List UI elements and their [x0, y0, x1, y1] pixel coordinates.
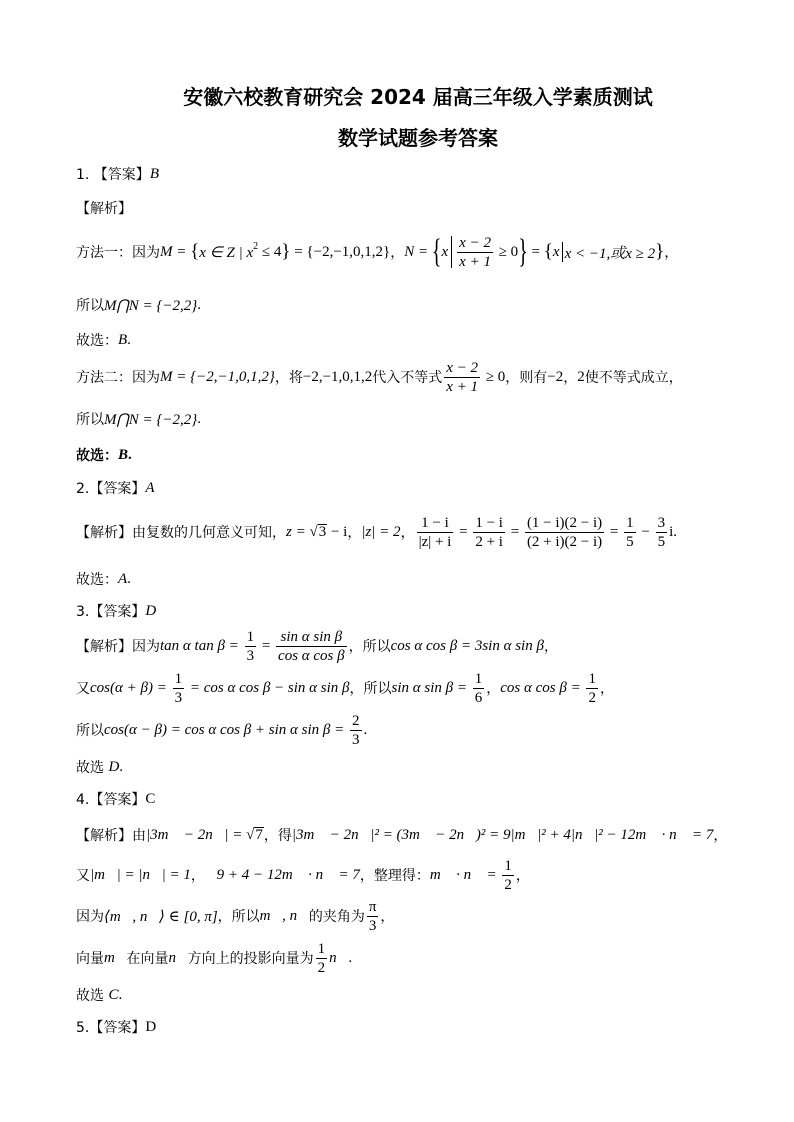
- numerator: sin α sin β: [276, 629, 347, 647]
- brace: {: [431, 233, 442, 271]
- text-segment: 故选：: [76, 333, 118, 349]
- text-segment: 方向上的投影向量为: [187, 951, 314, 967]
- math-expression: −: [637, 523, 654, 540]
- brace: }: [281, 241, 291, 262]
- numerator: 1: [246, 628, 255, 645]
- fraction: [502, 858, 514, 893]
- denominator: (2 + i)(2 − i): [526, 533, 603, 550]
- text-segment: 故选: [76, 760, 109, 776]
- fraction: [473, 515, 505, 550]
- denominator: 5: [657, 533, 666, 550]
- math-expression: M =: [160, 243, 191, 260]
- fraction: [367, 899, 379, 934]
- text-segment: 在向量: [126, 951, 169, 967]
- q4-analysis-line-1: [76, 815, 727, 855]
- text-segment: ，则有: [505, 370, 548, 386]
- text-segment: ，: [599, 681, 614, 697]
- radicand: 7: [255, 827, 263, 843]
- math-expression: i: [669, 523, 674, 540]
- math-expression: .: [348, 949, 353, 966]
- q4-analysis-line-4: [76, 938, 352, 978]
- math-expression: z =: [286, 523, 310, 540]
- q3-answer-line: [76, 591, 156, 631]
- text-segment: 又: [76, 868, 90, 884]
- fraction: [656, 515, 668, 550]
- denominator: 2: [588, 689, 596, 706]
- text-segment: 【解析】因为: [76, 639, 160, 655]
- numerator: x − 2: [446, 359, 479, 376]
- numerator: 1: [474, 670, 483, 687]
- answer-value: C: [145, 790, 156, 807]
- text-segment: 故选：: [76, 572, 118, 588]
- text-segment: ，: [515, 868, 530, 884]
- fraction: [276, 629, 347, 664]
- text-segment: ，所以: [217, 909, 260, 925]
- fraction: [417, 515, 454, 550]
- math-expression: =: [606, 523, 623, 540]
- fraction: [525, 515, 604, 550]
- radicand: 3: [318, 524, 327, 540]
- q1-analysis-label-line: [76, 188, 132, 228]
- text-segment: 所以: [76, 723, 104, 739]
- text-segment: ，: [486, 681, 501, 697]
- q5-answer-line: [76, 1007, 156, 1047]
- numerator: 1: [504, 857, 512, 874]
- math-expression: ∴9 + 4 − 12m⃗ · n⃗ = 7: [204, 866, 360, 883]
- radical-sign: √: [246, 826, 255, 843]
- set-separator-bar: [451, 236, 452, 268]
- math-expression: .: [118, 986, 123, 1003]
- brace: }: [655, 241, 665, 262]
- answer-value: C: [108, 986, 119, 1003]
- numerator: 1: [626, 514, 634, 531]
- math-expression: n⃗: [168, 949, 188, 966]
- page-subtitle: 数学试题参考答案: [338, 126, 498, 150]
- analysis-label: 【解析】: [76, 201, 132, 217]
- text-segment: 代入不等式: [372, 370, 443, 386]
- q2-analysis-line: [76, 512, 677, 552]
- math-expression: =: [506, 523, 523, 540]
- text-segment: 【解析】由: [76, 828, 146, 844]
- denominator: 6: [474, 689, 483, 706]
- fraction: [245, 629, 257, 664]
- math-expression: = cos α cos β − sin α sin β: [186, 679, 350, 696]
- fraction: [624, 515, 636, 550]
- math-expression: 2: [577, 368, 585, 385]
- numerator: 3: [657, 514, 666, 531]
- math-expression: tan α tan β =: [160, 637, 243, 654]
- text-segment: 向量: [76, 951, 104, 967]
- fraction: [350, 713, 362, 748]
- q3-analysis-line-2: [76, 668, 614, 708]
- text-segment: ，: [664, 245, 679, 261]
- fraction: [316, 941, 328, 976]
- text-segment: ，得: [263, 828, 292, 844]
- math-expression: − i: [327, 523, 348, 540]
- denominator: 5: [626, 533, 634, 550]
- math-expression: =: [258, 637, 275, 654]
- brace: }: [518, 233, 528, 271]
- text-segment: ，所以: [348, 639, 391, 655]
- text-segment: ，将: [274, 370, 303, 386]
- text-segment: ，: [190, 868, 205, 884]
- math-expression: |m⃗| = |n⃗| = 1: [90, 866, 191, 883]
- answer-value: A: [145, 479, 155, 496]
- answer-label: 3.【答案】: [76, 604, 146, 620]
- radical-sign: √: [309, 523, 318, 540]
- denominator: cos α cos β: [278, 647, 345, 664]
- q1-choose-line-1: [76, 320, 131, 360]
- text-segment: ，整理得：: [359, 868, 430, 884]
- math-expression: M⋂N = {−2,2}: [104, 297, 198, 314]
- math-expression: |3m⃗ − 2n⃗|² = (3m⃗ − 2n⃗)² = 9|m⃗|² + 4|n⃗|² − 12m⃗ · n⃗ = 7: [291, 826, 714, 843]
- denominator: 3: [368, 917, 377, 934]
- q1-conclusion-line-1: [76, 285, 201, 325]
- numerator: (1 − i)(2 − i): [526, 514, 603, 531]
- answer-value: D: [145, 602, 157, 619]
- text-segment: 使不等式成立，: [584, 370, 683, 386]
- math-expression: |3m⃗ − 2n⃗| =: [146, 826, 247, 843]
- text-segment: ，: [347, 525, 362, 541]
- text-segment: 的夹角为: [308, 909, 365, 925]
- text-segment: ，: [400, 525, 415, 541]
- math-expression: .: [127, 331, 131, 348]
- math-expression: n⃗: [329, 949, 349, 966]
- math-expression: M = {−2,−1,0,1,2}: [160, 368, 275, 385]
- brace: {: [543, 241, 553, 262]
- text-segment: 【解析】由复数的几何意义可知，: [76, 525, 286, 541]
- math-expression: m⃗, n⃗: [259, 907, 309, 924]
- numerator: 1: [174, 670, 183, 687]
- math-expression: ≤ 4: [258, 243, 282, 260]
- math-expression: −2: [547, 368, 564, 385]
- text-segment: 方法二：因为: [76, 370, 160, 386]
- text-segment: ，: [563, 370, 578, 386]
- fraction: [586, 671, 598, 706]
- denominator: 3: [174, 689, 183, 706]
- fraction: [444, 360, 480, 395]
- math-expression: sin α sin β =: [391, 679, 471, 696]
- numerator: 1 − i: [417, 515, 454, 533]
- math-expression: .: [128, 446, 132, 463]
- numerator: x − 2: [459, 234, 491, 251]
- math-expression: ⟨m⃗, n⃗⟩ ∈ [0, π]: [104, 908, 218, 925]
- numerator: π: [368, 898, 377, 915]
- fraction: [457, 235, 493, 270]
- text-segment: 方法一：因为: [76, 245, 160, 261]
- brace: {: [190, 241, 200, 262]
- text-segment: ，: [543, 639, 558, 655]
- math-expression: x < −1,或x ≥ 2: [564, 245, 656, 262]
- denominator: 2: [504, 876, 512, 893]
- numerator: 1: [317, 940, 326, 957]
- math-expression: =: [455, 523, 472, 540]
- text-segment: 故选: [76, 988, 109, 1004]
- text-segment: ，: [713, 828, 728, 844]
- denominator: x + 1: [446, 378, 479, 395]
- math-expression: |z| = 2: [361, 523, 401, 540]
- math-expression: .: [363, 721, 368, 738]
- page-title: 安徽六校教育研究会 2024 届高三年级入学素质测试: [183, 85, 653, 109]
- math-expression: cos(α + β) =: [90, 679, 171, 696]
- q4-analysis-line-3: [76, 896, 394, 936]
- answer-label: 2.【答案】: [76, 481, 146, 497]
- denominator: x + 1: [459, 253, 491, 270]
- text-segment: ，: [380, 909, 395, 925]
- math-expression: cos(α − β) = cos α cos β + sin α sin β =: [104, 721, 349, 738]
- text-segment: ，: [390, 245, 405, 261]
- math-expression: .: [127, 570, 131, 587]
- denominator: 2: [317, 959, 326, 976]
- q3-analysis-line-3: [76, 710, 367, 750]
- answer-value: B: [118, 331, 128, 348]
- q3-analysis-line-1: [76, 626, 558, 666]
- math-expression: −2,−1,0,1,2: [302, 368, 373, 385]
- q2-answer-line: [76, 468, 155, 508]
- math-expression: .: [119, 758, 124, 775]
- math-expression: ≥ 0: [494, 243, 519, 260]
- q1-method2-line: [76, 357, 683, 397]
- math-expression: = {−2,−1,0,1,2}: [290, 243, 391, 260]
- numerator: 2: [352, 712, 360, 729]
- q4-analysis-line-2: [76, 855, 530, 895]
- answer-value: B: [118, 446, 129, 463]
- q1-conclusion-line-2: [76, 399, 201, 439]
- math-expression: cos α cos β = 3sin α sin β: [390, 637, 544, 654]
- math-expression: cos α cos β =: [500, 679, 585, 696]
- denominator: |z| + i: [418, 533, 452, 550]
- text-segment: 所以: [76, 298, 104, 314]
- math-expression: x ∈ Z | x: [199, 244, 254, 261]
- q1-method1-line: [76, 232, 678, 272]
- math-expression: =: [527, 243, 544, 260]
- math-expression: N =: [404, 243, 432, 260]
- answer-value: D: [145, 1018, 157, 1035]
- set-separator-bar: [562, 242, 563, 262]
- math-expression: .: [197, 296, 202, 313]
- fraction: [473, 671, 485, 706]
- numerator: 1: [588, 670, 596, 687]
- answer-label: 4.【答案】: [76, 792, 146, 808]
- denominator: 2 + i: [475, 533, 503, 550]
- math-expression: ≥ 0: [482, 368, 506, 385]
- answer-label: 5.【答案】: [76, 1020, 146, 1036]
- answer-label: 1. 【答案】: [76, 167, 150, 183]
- answer-value: D: [108, 758, 120, 775]
- answer-value: B: [149, 165, 159, 182]
- numerator: 1 − i: [475, 514, 503, 531]
- math-expression: m⃗: [104, 949, 127, 966]
- answer-value: A: [118, 570, 128, 587]
- text-segment: 所以: [76, 412, 104, 428]
- q4-answer-line: [76, 779, 155, 819]
- fraction: [173, 671, 185, 706]
- text-segment: 故选：: [76, 448, 118, 464]
- superscript: 2: [253, 240, 259, 252]
- math-expression: x: [441, 243, 449, 260]
- math-expression: M⋂N = {−2,2}: [104, 411, 198, 428]
- text-segment: 因为: [76, 909, 104, 925]
- text-segment: 又: [76, 681, 90, 697]
- denominator: 3: [246, 647, 255, 664]
- math-expression: .: [197, 410, 202, 427]
- math-expression: x: [552, 243, 560, 260]
- denominator: 3: [352, 731, 360, 748]
- text-segment: ，所以: [349, 681, 392, 697]
- math-expression: .: [673, 523, 678, 540]
- math-expression: m⃗ · n⃗ =: [429, 866, 501, 883]
